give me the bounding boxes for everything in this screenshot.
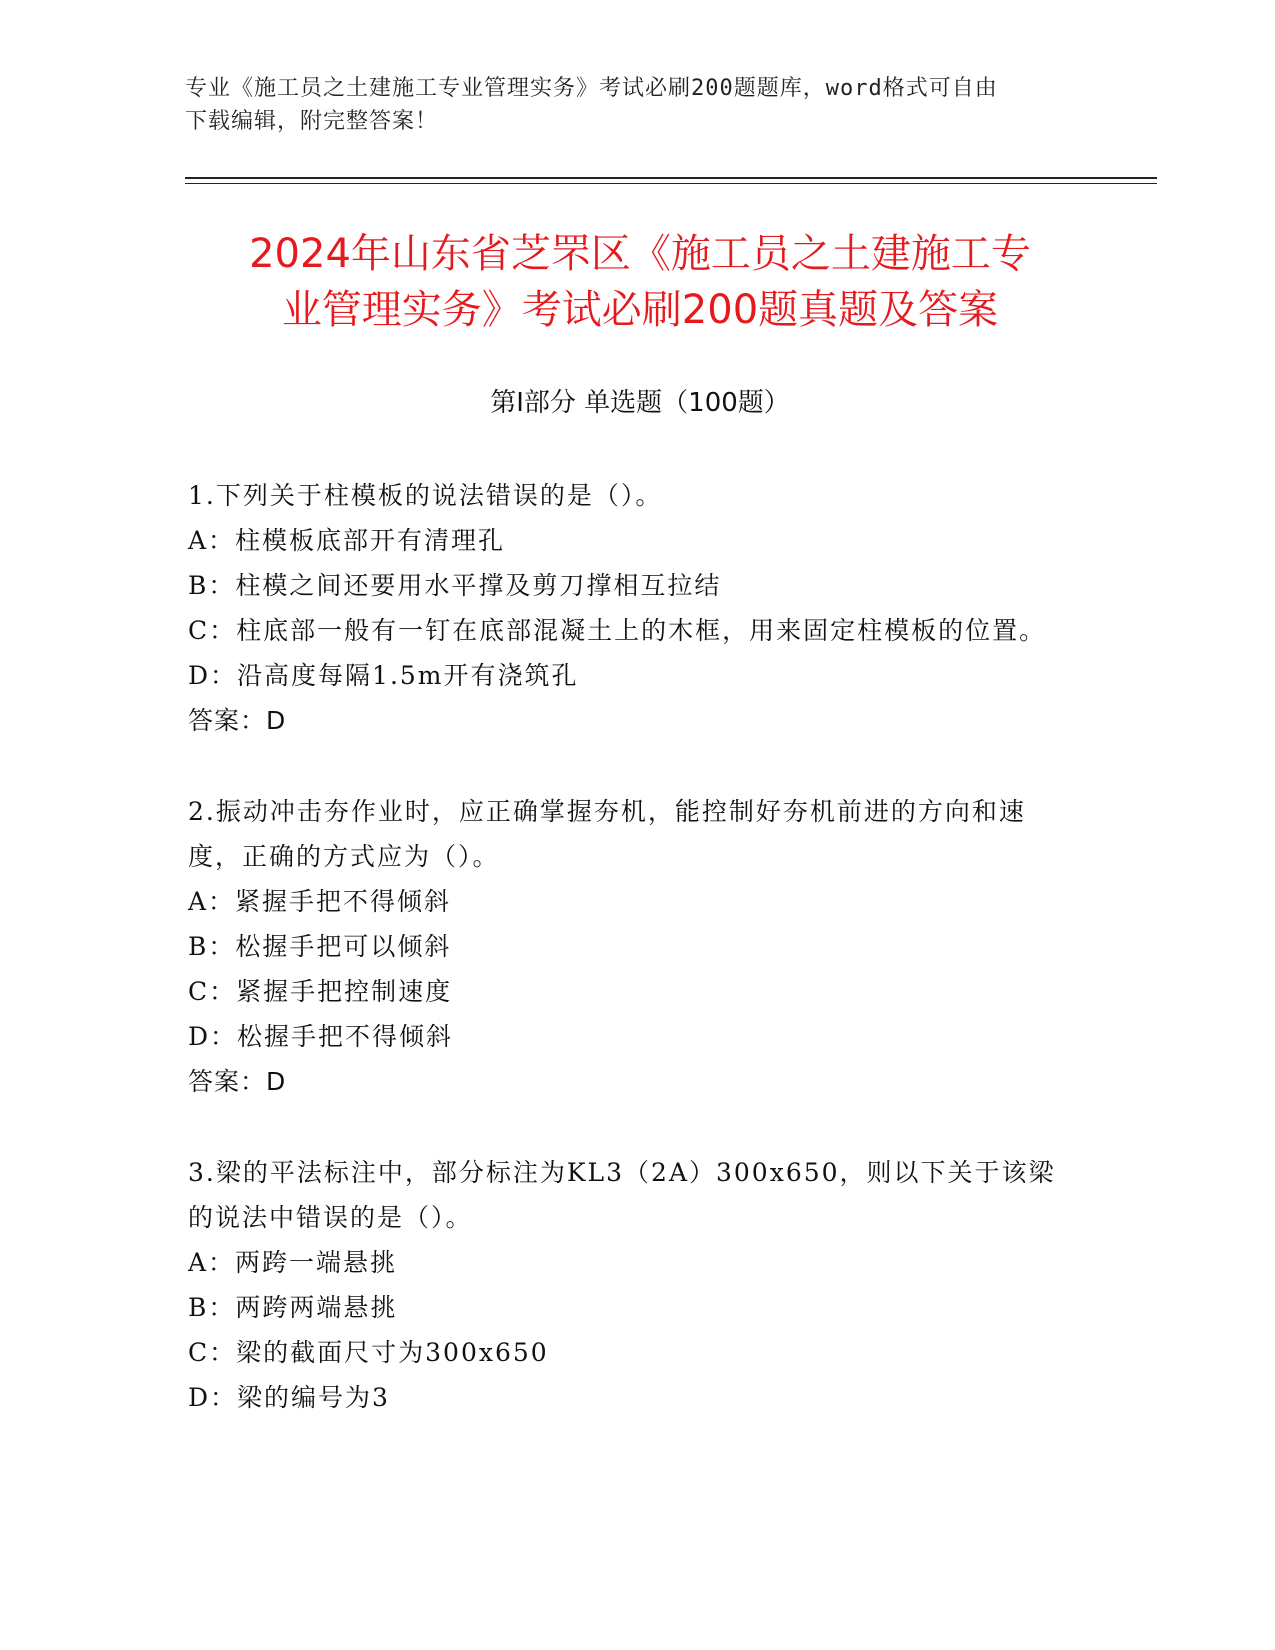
question-list bbox=[188, 473, 1068, 1466]
option-b: B：两跨两端悬挑 bbox=[188, 1293, 398, 1322]
answer-label: 答案：D bbox=[188, 706, 287, 735]
header-note-line-2: 下载编辑，附完整答案！ bbox=[185, 109, 439, 134]
page-title-line-1: 2024年山东省芝罘区《施工员之土建施工专 bbox=[249, 231, 1031, 277]
question-2 bbox=[188, 789, 1068, 1104]
option-b: B：松握手把可以倾斜 bbox=[188, 932, 452, 961]
header-divider-thin bbox=[185, 183, 1157, 184]
answer-label: 答案：D bbox=[188, 1067, 287, 1096]
option-a: A：紧握手把不得倾斜 bbox=[188, 887, 452, 916]
section-heading: 第I部分 单选题（100题） bbox=[490, 388, 790, 418]
question-stem: 3.梁的平法标注中，部分标注为KL3（2A）300x650，则以下关于该梁的说法中错误的是（）。 bbox=[188, 1158, 1056, 1232]
question-1 bbox=[188, 473, 1068, 743]
header-note-line-1: 专业《施工员之土建施工专业管理实务》考试必刷200题题库，word格式可自由 bbox=[185, 76, 998, 101]
option-c: C：梁的截面尺寸为300x650 bbox=[188, 1338, 549, 1367]
question-stem: 2.振动冲击夯作业时，应正确掌握夯机，能控制好夯机前进的方向和速度，正确的方式应为（）。 bbox=[188, 797, 1026, 871]
option-d: D：梁的编号为3 bbox=[188, 1383, 390, 1412]
page-title-line-2: 业管理实务》考试必刷200题真题及答案 bbox=[281, 287, 999, 333]
page-title bbox=[180, 226, 1100, 338]
document-header-note bbox=[185, 72, 1085, 138]
question-stem: 1.下列关于柱模板的说法错误的是（）。 bbox=[188, 481, 663, 510]
option-a: A：两跨一端悬挑 bbox=[188, 1248, 398, 1277]
option-d: D：松握手把不得倾斜 bbox=[188, 1022, 454, 1051]
question-3 bbox=[188, 1150, 1068, 1420]
header-divider-thick bbox=[185, 177, 1157, 179]
option-d: D：沿高度每隔1.5m开有浇筑孔 bbox=[188, 661, 579, 690]
option-b: B：柱模之间还要用水平撑及剪刀撑相互拉结 bbox=[188, 571, 722, 600]
option-c: C：柱底部一般有一钉在底部混凝土上的木框，用来固定柱模板的位置。 bbox=[188, 616, 1047, 645]
option-a: A：柱模板底部开有清理孔 bbox=[188, 526, 506, 555]
option-c: C：紧握手把控制速度 bbox=[188, 977, 453, 1006]
